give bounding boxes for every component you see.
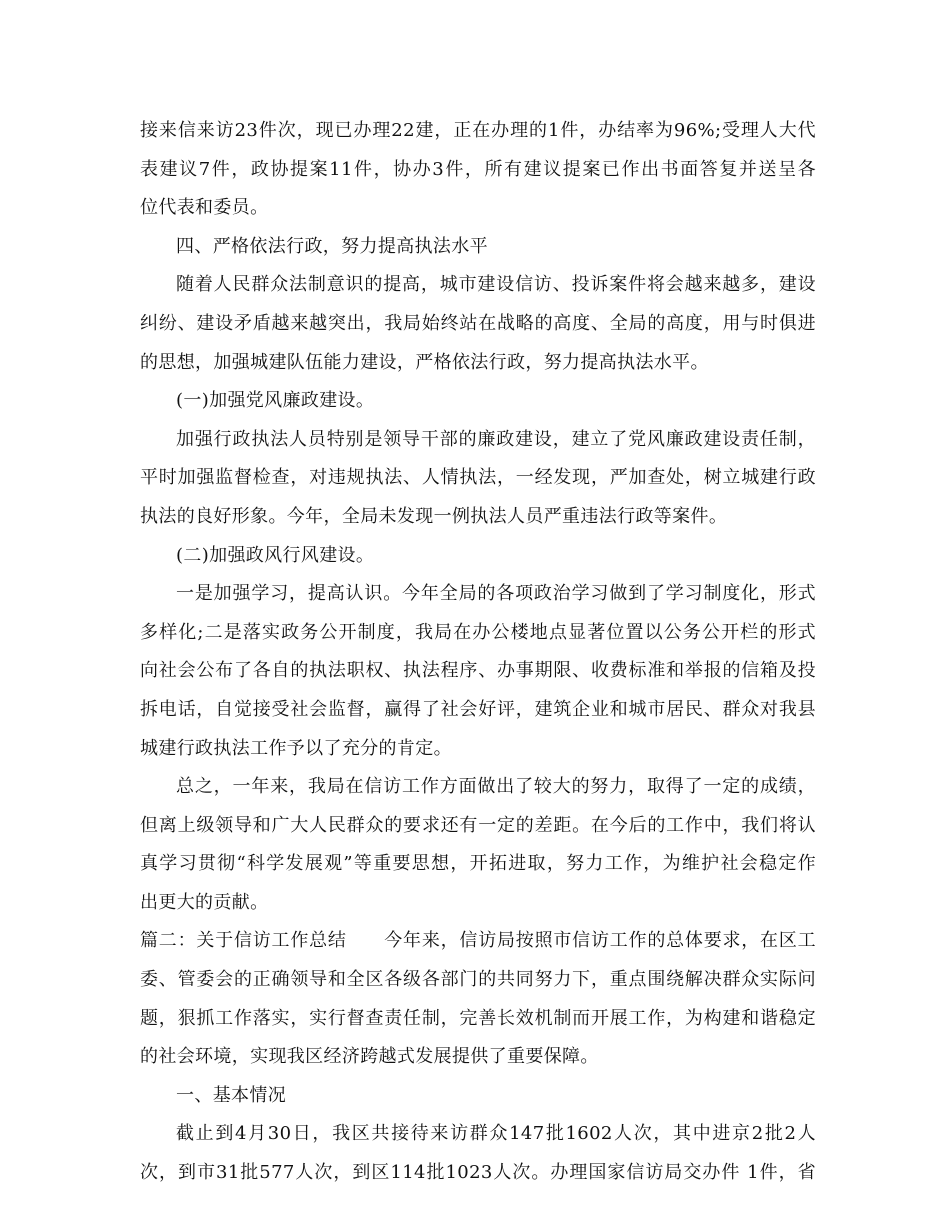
- text-line: 表建议7件，政协提案11件，协办3件，所有建议提案已作出书面答复并送呈各: [140, 158, 816, 180]
- text-line: 一、基本情况: [176, 1084, 287, 1106]
- text-line: 接来信来访23件次，现已办理22建，正在办理的1件，办结率为96%;受理人大代: [140, 120, 816, 141]
- text-line: 截止到4月30日，我区共接待来访群众147批1602人次，其中进京2批2人: [176, 1123, 816, 1145]
- text-line: 加强行政执法人员特别是领导干部的廉政建设，建立了党风廉政建设责任制，: [176, 428, 816, 450]
- text-line: 一是加强学习，提高认识。今年全局的各项政治学习做到了学习制度化，形式: [176, 583, 816, 605]
- document-body: [140, 112, 816, 1193]
- text-line: 篇二：关于信访工作总结 今年来，信访局按照市信访工作的总体要求，在区工: [140, 930, 816, 952]
- text-line: 的思想，加强城建队伍能力建设，严格依法行政，努力提高执法水平。: [140, 351, 709, 373]
- text-line: 随着人民群众法制意识的提高，城市建设信访、投诉案件将会越来越多，建设: [176, 274, 816, 296]
- text-line: 拆电话，自觉接受社会监督，赢得了社会好评，建筑企业和城市居民、群众对我县: [140, 698, 816, 720]
- text-line: 多样化;二是落实政务公开制度，我局在办公楼地点显著位置以公务公开栏的形式: [140, 621, 816, 643]
- text-line: 位代表和委员。: [140, 197, 269, 219]
- text-line: 向社会公布了各自的执法职权、执法程序、办事期限、收费标准和举报的信箱及投: [140, 660, 816, 682]
- text-line: 总之，一年来，我局在信访工作方面做出了较大的努力，取得了一定的成绩，: [176, 776, 816, 798]
- text-line: (二)加强政风行风建设。: [176, 544, 375, 566]
- text-line: 题，狠抓工作落实，实行督查责任制，完善长效机制而开展工作，为构建和谐稳定: [140, 1007, 816, 1029]
- text-line: 委、管委会的正确领导和全区各级各部门的共同努力下，重点围绕解决群众实际问: [140, 969, 816, 991]
- text-line: 纠纷、建设矛盾越来越突出，我局始终站在战略的高度、全局的高度，用与时俱进: [140, 312, 816, 334]
- text-line: 平时加强监督检查，对违规执法、人情执法，一经发现，严加查处，树立城建行政: [140, 467, 816, 489]
- text-line: 执法的良好形象。今年，全局未发现一例执法人员严重违法行政等案件。: [140, 505, 728, 527]
- text-line: (一)加强党风廉政建设。: [176, 390, 375, 412]
- text-line: 四、严格依法行政，努力提高执法水平: [176, 235, 488, 257]
- text-line: 真学习贯彻“科学发展观”等重要思想，开拓进取，努力工作，为维护社会稳定作: [140, 853, 816, 875]
- text-line: 出更大的贡献。: [140, 891, 269, 913]
- text-line: 城建行政执法工作予以了充分的肯定。: [140, 737, 452, 759]
- text-line: 的社会环境，实现我区经济跨越式发展提供了重要保障。: [140, 1046, 599, 1068]
- text-line: 次，到市31批577人次，到区114批1023人次。办理国家信访局交办件 1件，省: [140, 1162, 816, 1184]
- text-line: 但离上级领导和广大人民群众的要求还有一定的差距。在今后的工作中，我们将认: [140, 814, 816, 836]
